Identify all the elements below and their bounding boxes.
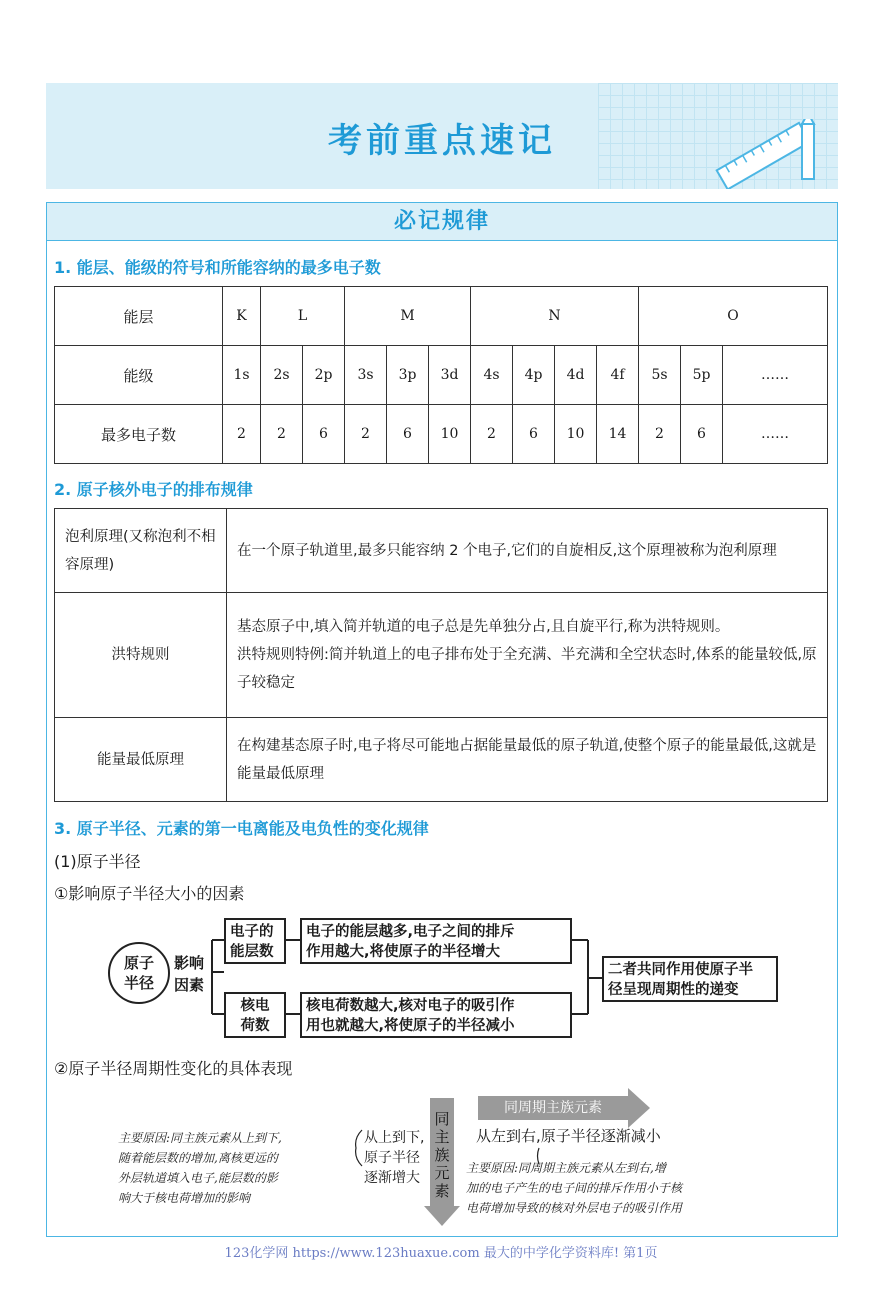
- rule-description: 在构建基态原子时,电子将尽可能地占据能量最低的原子轨道,使整个原子的能量最低,这就是能量最低原理: [227, 718, 828, 802]
- node-label: 半径: [123, 974, 154, 992]
- table-cell: 14: [597, 405, 639, 464]
- period-trend: 从左到右,原子半径逐渐减小: [476, 1127, 661, 1145]
- note-period-reason: [466, 1158, 682, 1218]
- box-line: 作用越大,将使原子的半径增大: [306, 944, 501, 960]
- table-cell: 2s: [261, 346, 303, 405]
- subheading: ①影响原子半径大小的因素: [54, 884, 245, 903]
- table-row: [55, 287, 828, 346]
- note-line: 响大于核电荷增加的影响: [118, 1191, 251, 1205]
- trend-line: 原子半径: [364, 1150, 420, 1166]
- table-cell: 1s: [223, 346, 261, 405]
- group-trend: [364, 1128, 424, 1188]
- table-cell: O: [639, 287, 828, 346]
- note-line: 加的电子产生的电子间的排斥作用小于核: [466, 1181, 683, 1195]
- table-row: [55, 405, 828, 464]
- table-cell: 6: [513, 405, 555, 464]
- trend-line: 逐渐增大: [364, 1170, 420, 1186]
- heading-2: 2. 原子核外电子的排布规律: [54, 480, 253, 499]
- rule-name: 洪特规则: [55, 593, 227, 718]
- table-cell: 3s: [345, 346, 387, 405]
- note-line: 主要原因:同周期主族元素从左到右,增: [466, 1161, 666, 1175]
- shell-table: [54, 286, 828, 464]
- table-row: [55, 593, 828, 718]
- atomic-radius-node: [108, 942, 170, 1004]
- subheading: ②原子半径周期性变化的具体表现: [54, 1059, 293, 1078]
- label-line: 因素: [174, 976, 205, 994]
- table-cell: N: [471, 287, 639, 346]
- table-cell: M: [345, 287, 471, 346]
- right-arrow-head: [628, 1088, 650, 1128]
- table-row: [55, 346, 828, 405]
- box-line: 荷数: [240, 1018, 270, 1034]
- radius-factor-diagram: [108, 912, 780, 1040]
- label-line: 影响: [174, 954, 205, 972]
- factor-desc-shells: [300, 918, 572, 964]
- rule-description: 在一个原子轨道里,最多只能容纳 2 个电子,它们的自旋相反,这个原理被称为泡利原理: [227, 509, 828, 593]
- rule-name: 能量最低原理: [55, 718, 227, 802]
- footer: 123化学网 https://www.123huaxue.com 最大的中学化学资料库! 第1页: [224, 1246, 658, 1261]
- table-cell: 5p: [681, 346, 723, 405]
- table-cell: 6: [681, 405, 723, 464]
- factor-box-shells: [224, 918, 286, 964]
- table-cell: 4d: [555, 346, 597, 405]
- trend-line: 从上到下,: [364, 1130, 425, 1146]
- table-cell: 2: [345, 405, 387, 464]
- table-cell: K: [223, 287, 261, 346]
- table-row: [55, 718, 828, 802]
- box-line: 用也就越大,将使原子的半径减小: [306, 1018, 515, 1034]
- table-cell: 2: [261, 405, 303, 464]
- box-line: 核电荷数越大,核对电子的吸引作: [306, 998, 515, 1014]
- right-arrow: [478, 1096, 628, 1120]
- subheading: (1)原子半径: [54, 852, 141, 871]
- rule-name: 泡利原理(又称泡利不相容原理): [55, 509, 227, 593]
- rule-line: 洪特规则特例:简并轨道上的电子排布处于全充满、半充满和全空状态时,体系的能量较低,原子较稳定: [237, 647, 817, 691]
- table-cell: 4s: [471, 346, 513, 405]
- bracket-icon: [350, 1128, 364, 1168]
- note-line: 随着能层数的增加,离核更远的: [118, 1151, 278, 1165]
- rule-line: 基态原子中,填入简并轨道的电子总是先单独分占,且自旋平行,称为洪特规则。: [237, 619, 730, 635]
- note-group-reason: [118, 1128, 282, 1208]
- table-cell: 10: [429, 405, 471, 464]
- section-title: 必记规律: [47, 203, 837, 241]
- header-banner: [46, 83, 838, 189]
- table-cell: 6: [387, 405, 429, 464]
- node-label: 原子: [123, 954, 154, 972]
- table-cell: 3d: [429, 346, 471, 405]
- table-cell: 2: [223, 405, 261, 464]
- box-line: 电子的能层越多,电子之间的排斥: [306, 924, 515, 940]
- page-title: 考前重点速记: [328, 121, 556, 161]
- table-cell: 3p: [387, 346, 429, 405]
- factor-desc-charge: [300, 992, 572, 1038]
- note-line: 主要原因:同主族元素从上到下,: [118, 1131, 282, 1145]
- result-box: [602, 956, 778, 1002]
- table-cell: 2: [639, 405, 681, 464]
- row-label: 能级: [55, 346, 223, 405]
- box-line: 核电: [240, 998, 270, 1014]
- box-line: 能层数: [230, 944, 274, 960]
- table-cell: L: [261, 287, 345, 346]
- heading-3: 3. 原子半径、元素的第一电离能及电负性的变化规律: [54, 819, 429, 838]
- rules-table: [54, 508, 828, 802]
- table-cell: 4f: [597, 346, 639, 405]
- box-line: 二者共同作用使原子半: [608, 962, 753, 978]
- table-cell: 4p: [513, 346, 555, 405]
- box-line: 电子的: [230, 924, 274, 940]
- table-cell: 5s: [639, 346, 681, 405]
- note-line: 电荷增加导致的核对外层电子的吸引作用: [466, 1201, 683, 1215]
- down-arrow-head: [424, 1206, 460, 1226]
- table-cell: 6: [303, 405, 345, 464]
- table-cell: 2p: [303, 346, 345, 405]
- row-label: 能层: [55, 287, 223, 346]
- box-line: 径呈现周期性的递变: [608, 982, 739, 998]
- row-label: 最多电子数: [55, 405, 223, 464]
- table-cell: 2: [471, 405, 513, 464]
- table-row: [55, 509, 828, 593]
- table-cell: ……: [723, 405, 828, 464]
- heading-1: 1. 能层、能级的符号和所能容纳的最多电子数: [54, 258, 381, 277]
- period-label: 同周期主族元素: [504, 1100, 602, 1116]
- rule-description: [227, 593, 828, 718]
- factor-box-charge: [224, 992, 286, 1038]
- table-cell: ……: [723, 346, 828, 405]
- group-label: 同主族元素: [434, 1110, 450, 1200]
- note-line: 外层轨道填入电子,能层数的影: [118, 1171, 278, 1185]
- factors-label: [174, 952, 204, 996]
- ruler-pencil-icon: [710, 119, 820, 189]
- table-cell: 10: [555, 405, 597, 464]
